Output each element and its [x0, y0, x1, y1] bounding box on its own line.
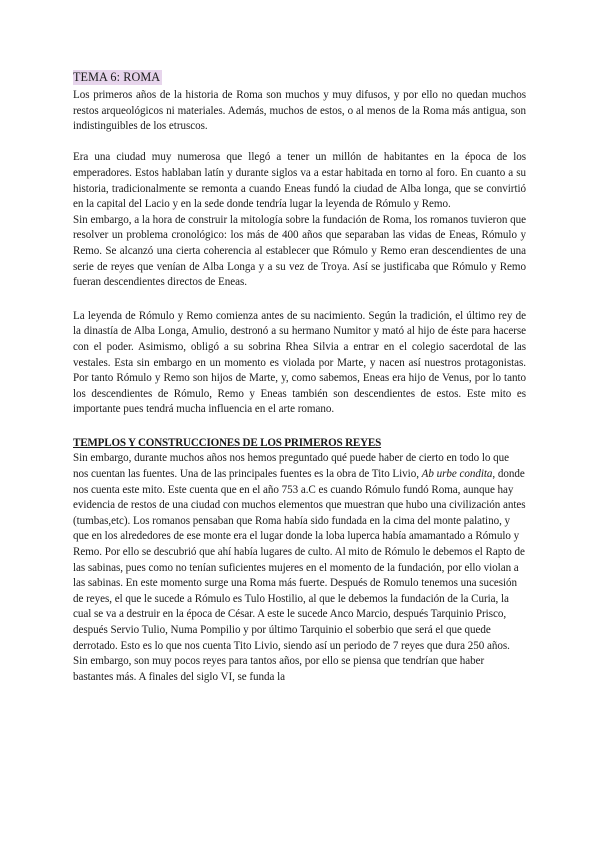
paragraph-city: Era una ciudad muy numerosa que llegó a tener un millón de habitantes en la época de los emperadores. Estos hablaban latín y durante siglos va a estar habitada en torno al foro. En cuanto a su historia, tradicionalmente se remonta a cuando Eneas fundó la ciudad de Alba longa, que se convirtió en la capital del Lacio y en la sede donde tendría lugar la leyenda de Rómulo y Remo. — [73, 151, 526, 211]
paragraph-spacer — [73, 418, 526, 436]
paragraph-temples-text-before: Sin embargo, durante muchos años nos hemos preguntado qué puede haber de cierto en todo lo que nos cuentan las fuentes. Una de las principales fuentes es la obra de Tito Livio, — [73, 452, 509, 481]
paragraph-spacer — [73, 291, 526, 309]
paragraph-spacer — [73, 135, 526, 151]
paragraph-intro: Los primeros años de la historia de Roma son muchos y muy difusos, y por ello no quedan muchos restos arqueológicos ni materiales. Además, muchos de estos, o al menos de la Roma más antigua, son indistinguibles de los etruscos. — [73, 89, 526, 133]
paragraph-mythology: Sin embargo, a la hora de construir la mitología sobre la fundación de Roma, los romanos tuvieron que resolver un problema cronológico: los más de 400 años que separaban las vidas de Eneas, Rómulo y Remo. Se alcanzó una cierta coherencia al establecer que Rómulo y Remo eran descendientes de una serie de reyes que venían de Alba Longa y a su vez de Troya. Así se justificaba que Rómulo y Remo fueran descendientes directos de Eneas. — [73, 213, 526, 289]
paragraph-legend: La leyenda de Rómulo y Remo comienza antes de su nacimiento. Según la tradición, el último rey de la dinastía de Alba Longa, Amulio, destronó a su hermano Numitor y mató al hijo de éste para hacerse con el poder. Asimismo, obligó a su sobrina Rhea Silvia a entrar en el colegio sacerdotal de las vestales. Esta sin embargo en un momento es violada por Marte, y nacen así nuestros protagonistas. Por tanto Rómulo y Remo son hijos de Marte, y, como sabemos, Eneas era hijo de Venus, por lo tanto los descendientes de Rómulo, Remo y Eneas también son descendientes de estos. Este mito es importante pues tendrá mucha influencia en el arte romano. — [73, 309, 526, 416]
book-title-italic: Ab urbe condita — [421, 468, 493, 481]
document-page — [73, 70, 526, 685]
paragraph-temples-text-after: , donde nos cuenta este mito. Este cuenta que en el año 753 a.C es cuando Rómulo fundó Roma, aunque hay evidencia de restos de una ciudad con muchos elementos que muestran que hubo una civilización antes (tumbas,etc). Los romanos pensaban que Roma había sido fundada en la cima del monte palatino, y que en los alrededores de ese monte era el lugar donde la loba luperca había amamantado a Rómulo y Remo. Por ello se descubrió que ahí había lugares de culto. Al mito de Rómulo le debemos el Rapto de las sabinas, pues como no tenían suficientes mujeres en el momento de la fundación, por ello violan a las sabinas. En este momento surge una Roma más fuerte. Después de Romulo tenemos una sucesión de reyes, el que le sucede a Rómulo es Tulo Hostilio, al que le debemos la fundación de la Curia, la cual se va a destruir en la época de César. A este le sucede Anco Marcio, después Tarquinio Prisco, después Servio Tulio, Numa Pompilio y por último Tarquinio el soberbio que será el que quede derrotado. Esto es lo que nos cuenta Tito Livio, siendo así un periodo de 7 reyes que dura 250 años. Sin embargo, son muy pocos reyes para tantos años, por ello se piensa que tendrían que haber bastantes más. A finales del siglo VI, se funda la — [73, 468, 526, 683]
page-title: TEMA 6: ROMA — [73, 70, 161, 84]
section-heading: TEMPLOS Y CONSTRUCCIONES DE LOS PRIMEROS REYES — [73, 436, 382, 449]
paragraph-temples — [73, 451, 526, 685]
